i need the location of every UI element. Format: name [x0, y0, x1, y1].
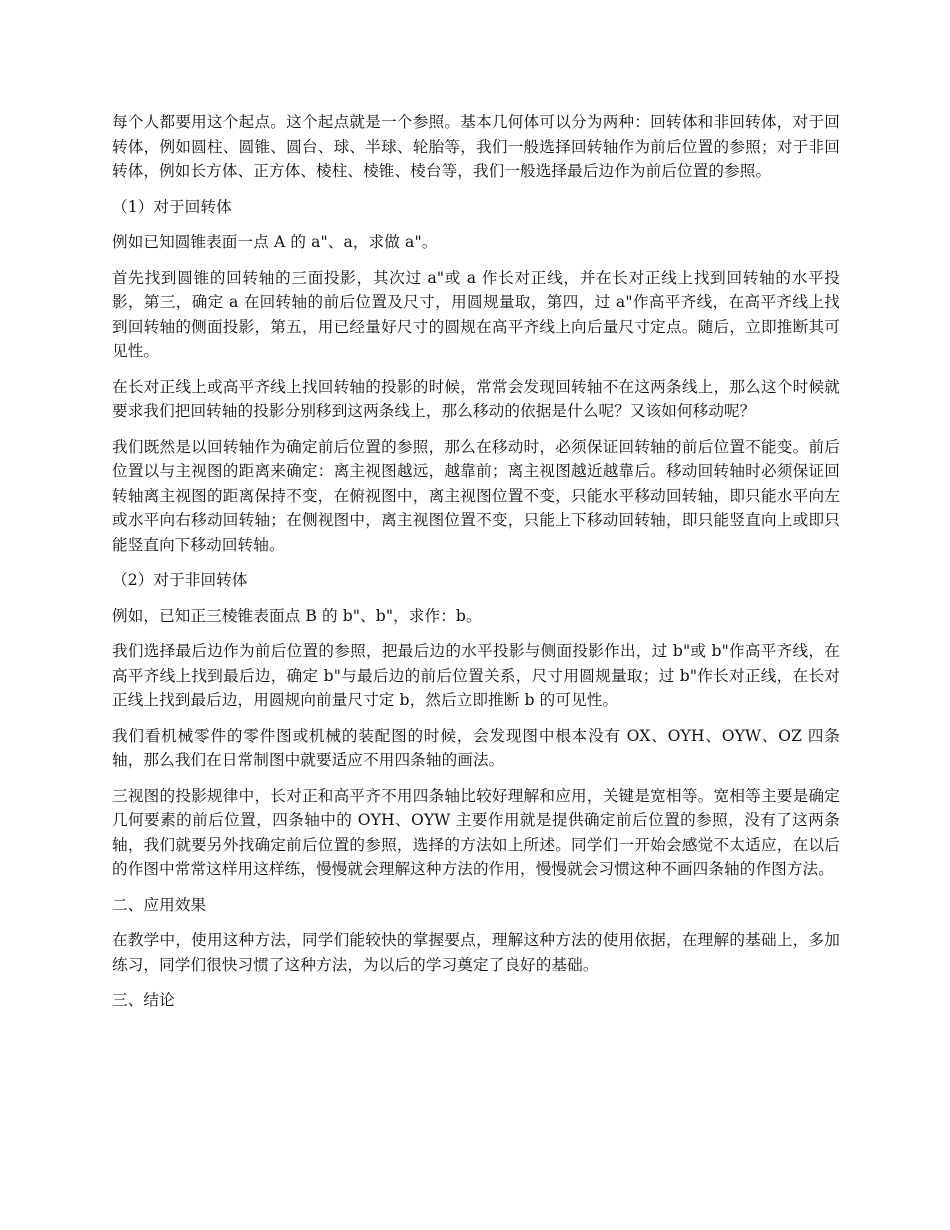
- subheading-rotating-body: （1）对于回转体: [112, 197, 232, 216]
- subheading-non-rotating-body: （2）对于非回转体: [112, 571, 248, 589]
- paragraph-cone-example: 例如已知圆锥表面一点 A 的 a"、a，求做 a"。: [112, 233, 438, 251]
- paragraph-machine-drawings: 我们看机械零件的零件图或机械的装配图的时候，会发现图中根本没有 OX、OYH、OYW、OZ 四条轴，那么我们在日常制图中就要适应不用四条轴的画法。: [112, 726, 840, 769]
- paragraph-pyramid-example: 例如，已知正三棱锥表面点 B 的 b"、b"，求作：b。: [112, 606, 482, 625]
- paragraph-teaching-effect: 在教学中，使用这种方法，同学们能较快的掌握要点，理解这种方法的使用依据，在理解的基础上，多加练习，同学们很快习惯了这种方法，为以后的学习奠定了良好的基础。: [112, 931, 840, 974]
- section-heading-conclusion: 三、结论: [112, 991, 175, 1009]
- paragraph-move-axis-question: 在长对正线上或高平齐线上找回转轴的投影的时候，常常会发现回转轴不在这两条线上，那么这个时候就要求我们把回转轴的投影分别移到这两条线上，那么移动的依据是什么呢？又该如何移动呢？: [112, 377, 840, 420]
- paragraph-cone-steps: 首先找到圆锥的回转轴的三面投影，其次过 a"或 a 作长对正线，并在长对正线上找到回转轴的水平投影，第三，确定 a 在回转轴的前后位置及尺寸，用圆规量取，第四，过 a"作高平齐线，在高平齐线上找到回转轴的侧面投影，第五，用已经量好尺寸的圆规在高平齐线上向后量尺寸定点。随后，立即推断其可见性。: [112, 268, 840, 360]
- paragraph-intro: 每个人都要用这个起点。这个起点就是一个参照。基本几何体可以分为两种：回转体和非回转体，对于回转体，例如圆柱、圆锥、圆台、球、半球、轮胎等，我们一般选择回转轴作为前后位置的参照；对于非回转体，例如长方体、正方体、棱柱、棱锥、棱台等，我们一般选择最后边作为前后位置的参照。: [112, 113, 840, 180]
- document-page: [112, 110, 840, 1023]
- paragraph-move-axis-rule: 我们既然是以回转轴作为确定前后位置的参照，那么在移动时，必须保证回转轴的前后位置不能变。前后位置以与主视图的距离来确定：离主视图越远，越靠前；离主视图越近越靠后。移动回转轴时必须保证回转轴离主视图的距离保持不变，在俯视图中，离主视图位置不变，只能水平移动回转轴，即只能水平向左或水平向右移动回转轴；在侧视图中，离主视图位置不变，只能上下移动回转轴，即只能竖直向上或即只能竖直向下移动回转轴。: [112, 437, 840, 554]
- paragraph-width-equal: 三视图的投影规律中，长对正和高平齐不用四条轴比较好理解和应用，关键是宽相等。宽相等主要是确定几何要素的前后位置，四条轴中的 OYH、OYW 主要作用就是提供确定前后位置的参照，没有了这两条轴，我们就要另外找确定前后位置的参照，选择的方法如上所述。同学们一开始会感觉不太适应，在以后的作图中常常这样用这样练，慢慢就会理解这种方法的作用，慢慢就会习惯这种不画四条轴的作图方法。: [112, 786, 840, 878]
- paragraph-pyramid-steps: 我们选择最后边作为前后位置的参照，把最后边的水平投影与侧面投影作出，过 b"或 b"作高平齐线，在高平齐线上找到最后边，确定 b"与最后边的前后位置关系，尺寸用圆规量取；过 b"作长对正线，在长对正线上找到最后边，用圆规向前量尺寸定 b，然后立即推断 b 的可见性。: [112, 642, 840, 709]
- section-heading-application-effect: 二、应用效果: [112, 895, 207, 914]
